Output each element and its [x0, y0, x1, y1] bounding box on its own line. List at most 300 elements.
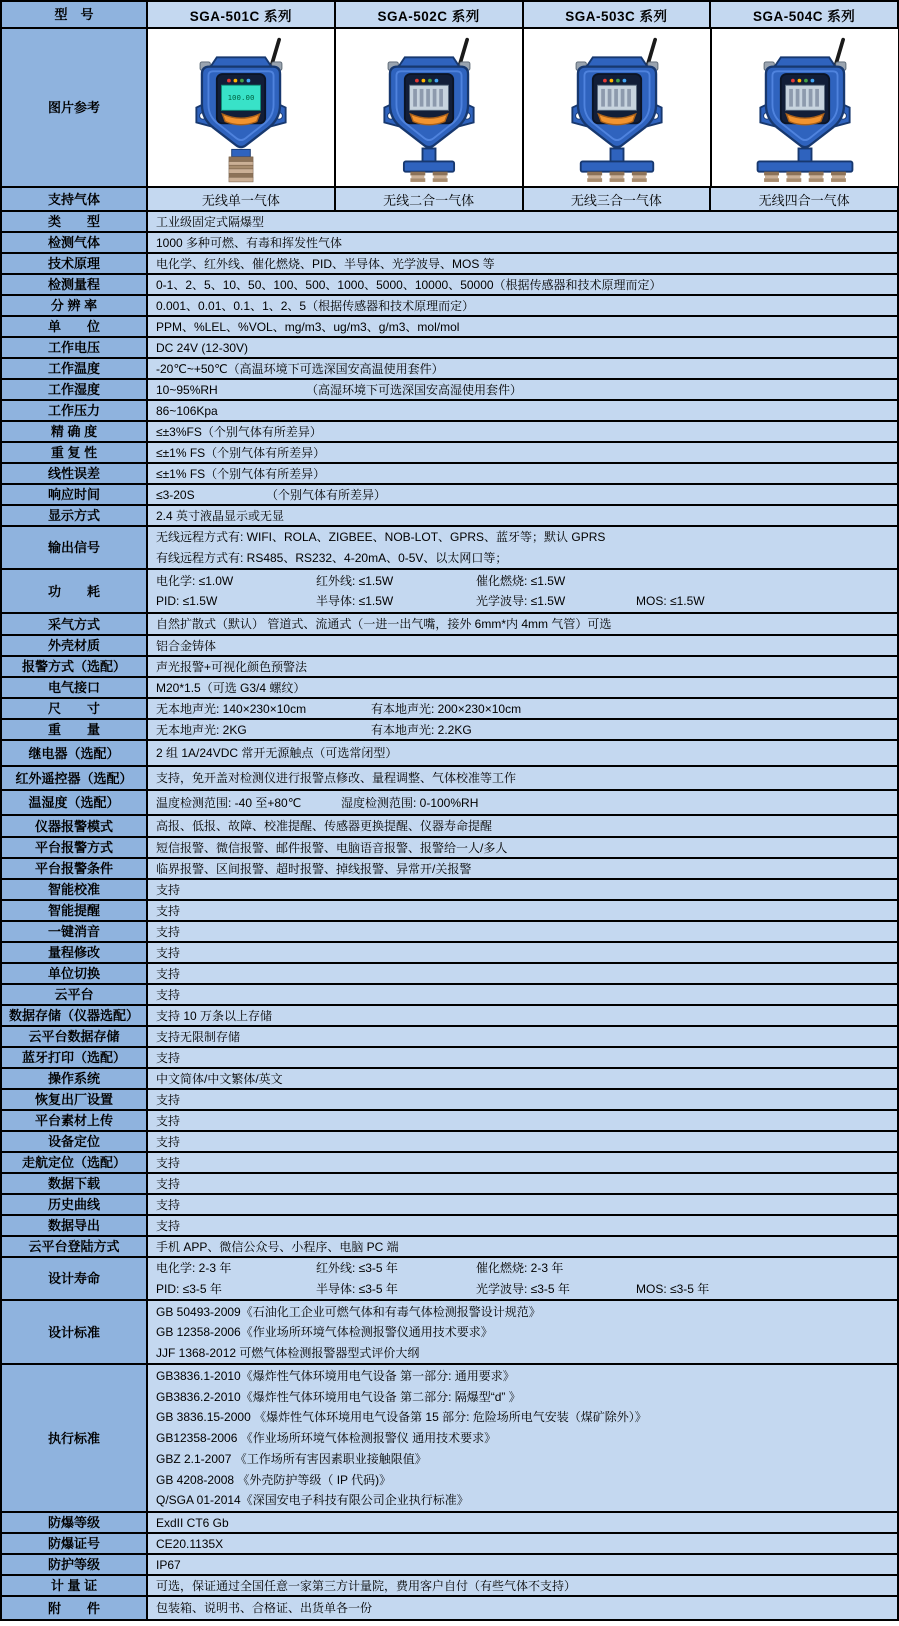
spec-value-segment: 2.4 英寸液晶显示或无显	[156, 509, 285, 523]
spec-value-line	[156, 443, 893, 462]
spec-row-value	[148, 1237, 897, 1256]
spec-row	[2, 1365, 897, 1513]
spec-row-label: 执行标准	[2, 1365, 148, 1511]
spec-row-label: 工作温度	[2, 359, 148, 378]
spec-row-value	[148, 401, 897, 420]
spec-value-segment: 无线远程方式有: WIFI、ROLA、ZIGBEE、NOB-LOT、GPRS、蓝牙等；默认 GPRS	[156, 530, 606, 545]
spec-row-value	[148, 359, 897, 378]
spec-row-value	[148, 1555, 897, 1574]
spec-row	[2, 1597, 897, 1619]
spec-row-label: 云平台数据存储	[2, 1027, 148, 1046]
spec-row	[2, 943, 897, 964]
spec-row-value	[148, 1597, 897, 1619]
spec-value-line	[156, 1470, 893, 1490]
spec-value-line	[156, 380, 893, 399]
spec-value-segment: 无本地声光: 140×230×10cm	[156, 702, 307, 716]
spec-value-segment: 0.001、0.01、0.1、1、2、5（根据传感器和技术原理而定）	[156, 299, 475, 313]
spec-value-line	[156, 506, 893, 525]
spec-row-label: 继电器（选配）	[2, 741, 148, 765]
spec-row-label: 重 量	[2, 720, 148, 739]
spec-value-segment: 2 组 1A/24VDC 常开无源触点（可选常闭型）	[156, 746, 398, 760]
spec-value-segment: 支持	[156, 1156, 181, 1170]
spec-row-value	[148, 699, 897, 718]
spec-value-line	[156, 1449, 893, 1469]
spec-value-segment: 支持	[156, 925, 181, 939]
spec-row-label: 尺 寸	[2, 699, 148, 718]
spec-value-segment: 有线远程方式有: RS485、RS232、4-20mA、0-5V、以太网口等；	[156, 550, 508, 565]
spec-value-segment: 工业级固定式隔爆型	[156, 215, 265, 229]
supported-gas-3: 无线三合一气体	[524, 188, 712, 210]
spec-row-label: 工作电压	[2, 338, 148, 357]
spec-row-value	[148, 741, 897, 765]
spec-value-segment: 手机 APP、微信公众号、小程序、电脑 PC 端	[156, 1240, 399, 1254]
spec-value-segment: 光学波导: ≤3-5 年	[476, 1281, 570, 1296]
spec-value-segment: 1000 多种可燃、有毒和挥发性气体	[156, 236, 343, 250]
spec-row-value	[148, 296, 897, 315]
spec-row-label: 分 辨 率	[2, 296, 148, 315]
spec-value-line	[156, 743, 893, 763]
spec-value-segment: Q/SGA 01-2014《深国安电子科技有限公司企业执行标准》	[156, 1493, 469, 1508]
spec-value-line	[156, 359, 893, 378]
spec-row-label: 线性误差	[2, 464, 148, 483]
spec-value-line	[156, 571, 893, 591]
spec-row-value	[148, 838, 897, 857]
spec-value-line	[156, 1322, 893, 1342]
spec-value-line	[156, 1153, 893, 1172]
spec-row-value	[148, 317, 897, 336]
spec-row	[2, 1069, 897, 1090]
spec-row-label: 附 件	[2, 1597, 148, 1619]
spec-row-label: 输出信号	[2, 527, 148, 568]
spec-row	[2, 296, 897, 317]
spec-value-segment: 无本地声光: 2KG	[156, 723, 247, 737]
spec-row-value	[148, 816, 897, 836]
spec-value-segment: 支持	[156, 1093, 181, 1107]
spec-value-segment: 支持 10 万条以上存储	[156, 1009, 273, 1023]
spec-value-line	[156, 1237, 893, 1256]
spec-value-segment: 半导体: ≤1.5W	[316, 594, 394, 609]
gas-detector-1-sensor	[148, 29, 336, 186]
spec-value-segment: 支持	[156, 1219, 181, 1233]
spec-row	[2, 1513, 897, 1534]
supported-gas-4: 无线四合一气体	[711, 188, 897, 210]
spec-row-value	[148, 1195, 897, 1214]
spec-value-segment: ≤3-20S	[156, 488, 195, 502]
spec-row-label: 蓝牙打印（选配）	[2, 1048, 148, 1067]
spec-row-label: 平台报警方式	[2, 838, 148, 857]
spec-row-label: 设计寿命	[2, 1258, 148, 1299]
spec-row-label: 平台报警条件	[2, 859, 148, 878]
spec-row-value	[148, 1534, 897, 1553]
gas-detector-3-sensors	[524, 29, 712, 186]
spec-row-value	[148, 1090, 897, 1109]
spec-row-value	[148, 1174, 897, 1193]
model-name-1: SGA-501C 系列	[148, 2, 336, 27]
spec-row-label: 类 型	[2, 212, 148, 231]
spec-value-line	[156, 943, 893, 962]
spec-value-line	[156, 838, 893, 857]
spec-value-segment: ≤±1% FS（个别气体有所差异）	[156, 446, 326, 460]
spec-row	[2, 1195, 897, 1216]
spec-row-value	[148, 570, 897, 612]
spec-value-segment: 支持	[156, 1114, 181, 1128]
spec-row-value	[148, 485, 897, 504]
spec-value-line	[156, 1006, 893, 1025]
spec-value-line	[156, 816, 893, 836]
spec-value-line	[156, 1069, 893, 1088]
spec-row-label: 设计标准	[2, 1301, 148, 1363]
spec-value-segment: DC 24V (12-30V)	[156, 341, 249, 355]
spec-value-line	[156, 678, 893, 697]
spec-row-label: 数据下载	[2, 1174, 148, 1193]
spec-value-line	[156, 1027, 893, 1046]
spec-row	[2, 1534, 897, 1555]
spec-row	[2, 880, 897, 901]
spec-row-label: 智能校准	[2, 880, 148, 899]
spec-row	[2, 614, 897, 636]
spec-row	[2, 922, 897, 943]
spec-value-line	[156, 1555, 893, 1574]
spec-value-line	[156, 548, 893, 568]
spec-row	[2, 443, 897, 464]
spec-value-segment: 红外线: ≤1.5W	[316, 573, 394, 588]
spec-row-label: 采气方式	[2, 614, 148, 634]
spec-value-segment: 临界报警、区间报警、超时报警、掉线报警、异常开/关报警	[156, 862, 472, 876]
spec-value-line	[156, 859, 893, 878]
spec-value-segment: 光学波导: ≤1.5W	[476, 594, 566, 609]
spec-row	[2, 570, 897, 614]
spec-row-label: 云平台	[2, 985, 148, 1004]
spec-value-line	[156, 485, 893, 504]
spec-value-line	[156, 768, 893, 788]
spec-row	[2, 964, 897, 985]
svg-text:100.00: 100.00	[227, 92, 255, 102]
spec-value-line	[156, 591, 893, 611]
spec-row	[2, 985, 897, 1006]
spec-value-line	[156, 1132, 893, 1151]
spec-value-segment: 支持	[156, 904, 181, 918]
spec-value-segment: 可选，保证通过全国任意一家第三方计量院，费用客户自付（有些气体不支持）	[156, 1579, 577, 1593]
spec-row-value	[148, 1111, 897, 1130]
spec-row	[2, 464, 897, 485]
spec-value-line	[156, 464, 893, 483]
spec-value-line	[156, 254, 893, 273]
spec-value-segment: 湿度检测范围: 0-100%RH	[341, 795, 479, 810]
model-header-label: 型 号	[2, 2, 148, 27]
spec-row	[2, 859, 897, 880]
spec-value-line	[156, 1343, 893, 1363]
spec-value-segment: MOS: ≤1.5W	[636, 594, 705, 609]
spec-row-label: 云平台登陆方式	[2, 1237, 148, 1256]
spec-row	[2, 233, 897, 254]
spec-row	[2, 741, 897, 767]
spec-value-segment: 0-1、2、5、10、50、100、500、1000、5000、10000、50000（根据传感器和技术原理而定）	[156, 278, 662, 292]
spec-value-segment: 电化学: 2-3 年	[156, 1261, 232, 1276]
gas-detector-2-sensors	[336, 29, 524, 186]
spec-row-label: 恢复出厂设置	[2, 1090, 148, 1109]
spec-row	[2, 485, 897, 506]
spec-row-value	[148, 527, 897, 568]
spec-row	[2, 816, 897, 838]
spec-row	[2, 380, 897, 401]
spec-value-segment: 电化学、红外线、催化燃烧、PID、半导体、光学波导、MOS 等	[156, 257, 495, 271]
spec-value-line	[156, 275, 893, 294]
spec-value-segment: 支持	[156, 1177, 181, 1191]
spec-value-segment: （个别气体有所差异）	[266, 488, 387, 502]
spec-value-line	[156, 1407, 893, 1427]
spec-row-label: 重 复 性	[2, 443, 148, 462]
spec-row-value	[148, 1048, 897, 1067]
spec-value-line	[156, 614, 893, 634]
spec-row-value	[148, 678, 897, 697]
spec-value-segment: GB 50493-2009《石油化工企业可燃气体和有毒气体检测报警设计规范》	[156, 1304, 541, 1319]
spec-value-segment: 催化燃烧: 2-3 年	[476, 1261, 564, 1276]
spec-row-label: 外壳材质	[2, 636, 148, 655]
spec-row	[2, 1006, 897, 1027]
spec-row-value	[148, 964, 897, 983]
spec-row-label: 电气接口	[2, 678, 148, 697]
spec-row	[2, 1237, 897, 1258]
spec-row	[2, 720, 897, 741]
spec-value-segment: 支持	[156, 1135, 181, 1149]
spec-row-value	[148, 791, 897, 814]
spec-value-segment: 86~106Kpa	[156, 404, 218, 418]
spec-value-segment: 电化学: ≤1.0W	[156, 573, 234, 588]
spec-row-value	[148, 880, 897, 899]
spec-value-segment: 10~95%RH	[156, 383, 218, 397]
spec-row-value	[148, 1258, 897, 1299]
spec-row-label: 温湿度（选配）	[2, 791, 148, 814]
spec-row	[2, 1258, 897, 1301]
spec-row-value	[148, 1216, 897, 1235]
spec-row-value	[148, 1513, 897, 1532]
spec-value-segment: 支持	[156, 883, 181, 897]
spec-value-line	[156, 212, 893, 231]
spec-row-label: 单 位	[2, 317, 148, 336]
spec-row-value	[148, 943, 897, 962]
spec-row	[2, 527, 897, 570]
spec-value-segment: PID: ≤3-5 年	[156, 1281, 222, 1296]
spec-row-value	[148, 506, 897, 525]
spec-row-label: 走航定位（选配）	[2, 1153, 148, 1172]
spec-value-line	[156, 401, 893, 420]
spec-value-line	[156, 1279, 893, 1299]
spec-row	[2, 1216, 897, 1237]
spec-value-segment: 有本地声光: 2.2KG	[371, 723, 472, 737]
spec-row-value	[148, 338, 897, 357]
spec-row	[2, 401, 897, 422]
spec-row-label: 一键消音	[2, 922, 148, 941]
spec-value-segment: JJF 1368-2012 可燃气体检测报警器型式评价大纲	[156, 1345, 420, 1360]
spec-row-label: 工作湿度	[2, 380, 148, 399]
spec-value-segment: ≤±1% FS（个别气体有所差异）	[156, 467, 326, 481]
spec-row-value	[148, 859, 897, 878]
spec-value-segment: 高报、低报、故障、校准提醒、传感器更换提醒、仪器寿命提醒	[156, 819, 493, 833]
spec-value-segment: 支持	[156, 1051, 181, 1065]
spec-row-label: 检测气体	[2, 233, 148, 252]
spec-row	[2, 1027, 897, 1048]
spec-value-line	[156, 1195, 893, 1214]
spec-value-segment: 红外线: ≤3-5 年	[316, 1261, 398, 1276]
spec-row	[2, 636, 897, 657]
spec-row-value	[148, 212, 897, 231]
spec-value-segment: IP67	[156, 1558, 181, 1572]
spec-value-segment: GB 3836.15-2000 《爆炸性气体环境用电气设备第 15 部分: 危险场所电气安装（煤矿除外）》	[156, 1410, 647, 1425]
spec-value-segment: GB12358-2006 《作业场所环境气体检测报警仪 通用技术要求》	[156, 1431, 497, 1445]
spec-row-label: 计 量 证	[2, 1576, 148, 1595]
spec-value-segment: 有本地声光: 200×230×10cm	[371, 702, 522, 716]
spec-row-value	[148, 1301, 897, 1363]
spec-row	[2, 1090, 897, 1111]
spec-value-line	[156, 1534, 893, 1553]
spec-row-label: 设备定位	[2, 1132, 148, 1151]
spec-row	[2, 1111, 897, 1132]
spec-value-line	[156, 1598, 893, 1618]
spec-row-label: 操作系统	[2, 1069, 148, 1088]
spec-row	[2, 1153, 897, 1174]
spec-value-line	[156, 964, 893, 983]
supported-gas-1: 无线单一气体	[148, 188, 336, 210]
spec-value-segment: 支持，免开盖对检测仪进行报警点修改、量程调整、气体校准等工作	[156, 771, 517, 785]
spec-row-label: 红外遥控器（选配）	[2, 767, 148, 789]
spec-value-segment: -20℃~+50℃（高温环境下可选深国安高温使用套件）	[156, 362, 444, 376]
spec-value-segment: GBZ 2.1-2007 《工作场所有害因素职业接触限值》	[156, 1451, 427, 1466]
spec-row	[2, 338, 897, 359]
spec-row-value	[148, 1576, 897, 1595]
spec-row	[2, 699, 897, 720]
spec-value-segment: 支持	[156, 946, 181, 960]
spec-row-label: 单位切换	[2, 964, 148, 983]
spec-value-segment: 自然扩散式（默认） 管道式、流通式（一进一出气嘴，接外 6mm*内 4mm 气管）可选	[156, 617, 612, 631]
spec-value-segment: M20*1.5（可选 G3/4 螺纹）	[156, 681, 306, 695]
spec-row-label: 历史曲线	[2, 1195, 148, 1214]
spec-value-line	[156, 636, 893, 655]
supported-gas-row	[2, 188, 897, 212]
spec-row-value	[148, 720, 897, 739]
spec-value-line	[156, 1090, 893, 1109]
product-image-row	[2, 29, 897, 188]
spec-value-line	[156, 527, 893, 547]
spec-value-line	[156, 1513, 893, 1532]
spec-value-segment: 中文简体/中文繁体/英文	[156, 1072, 283, 1086]
spec-row	[2, 1132, 897, 1153]
spec-row	[2, 791, 897, 816]
spec-value-line	[156, 1302, 893, 1322]
spec-value-segment: 铝合金铸体	[156, 639, 217, 653]
spec-row	[2, 901, 897, 922]
spec-value-line	[156, 1174, 893, 1193]
spec-value-segment: GB3836.2-2010《爆炸性气体环境用电气设备 第二部分: 隔爆型“d” 》	[156, 1389, 521, 1404]
spec-row	[2, 317, 897, 338]
spec-value-line	[156, 1490, 893, 1510]
spec-value-line	[156, 1366, 893, 1386]
spec-row	[2, 1576, 897, 1597]
spec-row-label: 功 耗	[2, 570, 148, 612]
spec-row-value	[148, 275, 897, 294]
spec-row-label: 数据存储（仪器选配）	[2, 1006, 148, 1025]
supported-gas-2: 无线二合一气体	[336, 188, 524, 210]
spec-value-line	[156, 793, 893, 813]
spec-row-value	[148, 380, 897, 399]
spec-row	[2, 838, 897, 859]
spec-value-segment: 催化燃烧: ≤1.5W	[476, 573, 566, 588]
spec-row-label: 智能提醒	[2, 901, 148, 920]
spec-value-line	[156, 985, 893, 1004]
spec-value-line	[156, 233, 893, 252]
spec-row-label: 防护等级	[2, 1555, 148, 1574]
spec-value-line	[156, 338, 893, 357]
spec-row-value	[148, 1365, 897, 1511]
spec-row-value	[148, 1027, 897, 1046]
spec-row-label: 仪器报警模式	[2, 816, 148, 836]
spec-value-line	[156, 1258, 893, 1278]
spec-value-segment: 声光报警+可视化颜色预警法	[156, 660, 308, 674]
spec-row-value	[148, 985, 897, 1004]
spec-row-label: 数据导出	[2, 1216, 148, 1235]
spec-value-line	[156, 1387, 893, 1407]
spec-value-line	[156, 1048, 893, 1067]
spec-value-line	[156, 699, 893, 718]
spec-value-segment: ≤±3%FS（个别气体有所差异）	[156, 425, 322, 439]
spec-value-segment: 支持	[156, 967, 181, 981]
spec-row	[2, 254, 897, 275]
spec-value-segment: MOS: ≤3-5 年	[636, 1281, 710, 1296]
spec-row-value	[148, 233, 897, 252]
spec-row	[2, 359, 897, 380]
spec-row-value	[148, 1006, 897, 1025]
spec-row-label: 报警方式（选配）	[2, 657, 148, 676]
spec-row	[2, 506, 897, 527]
spec-row-label: 工作压力	[2, 401, 148, 420]
spec-row-value	[148, 254, 897, 273]
spec-value-segment: 支持	[156, 1198, 181, 1212]
spec-value-segment: 温度检测范围: -40 至+80℃	[156, 795, 302, 810]
spec-value-segment: PID: ≤1.5W	[156, 594, 218, 609]
model-name-2: SGA-502C 系列	[336, 2, 524, 27]
spec-row	[2, 657, 897, 678]
spec-value-line	[156, 1111, 893, 1130]
spec-value-line	[156, 922, 893, 941]
spec-row	[2, 1301, 897, 1365]
spec-value-segment: （高湿环境下可选深国安高湿使用套件）	[306, 383, 523, 397]
spec-row	[2, 212, 897, 233]
spec-value-segment: 包装箱、说明书、合格证、出货单各一份	[156, 1601, 373, 1615]
spec-row	[2, 678, 897, 699]
spec-row-label: 量程修改	[2, 943, 148, 962]
spec-row-value	[148, 636, 897, 655]
spec-row-label: 防爆证号	[2, 1534, 148, 1553]
spec-value-line	[156, 1576, 893, 1595]
spec-row-value	[148, 1069, 897, 1088]
spec-row-label: 技术原理	[2, 254, 148, 273]
spec-row-value	[148, 1132, 897, 1151]
spec-row	[2, 1555, 897, 1576]
gas-row-label: 支持气体	[2, 188, 148, 210]
spec-row-value	[148, 901, 897, 920]
spec-value-segment: GB 12358-2006《作业场所环境气体检测报警仪通用技术要求》	[156, 1325, 493, 1339]
spec-row-label: 显示方式	[2, 506, 148, 525]
spec-row-value	[148, 922, 897, 941]
spec-row-label: 平台素材上传	[2, 1111, 148, 1130]
spec-value-line	[156, 296, 893, 315]
spec-value-segment: 支持无限制存储	[156, 1030, 241, 1044]
spec-row	[2, 1174, 897, 1195]
spec-row	[2, 767, 897, 791]
spec-row	[2, 1048, 897, 1069]
spec-row-value	[148, 464, 897, 483]
spec-value-segment: 支持	[156, 988, 181, 1002]
spec-row	[2, 275, 897, 296]
